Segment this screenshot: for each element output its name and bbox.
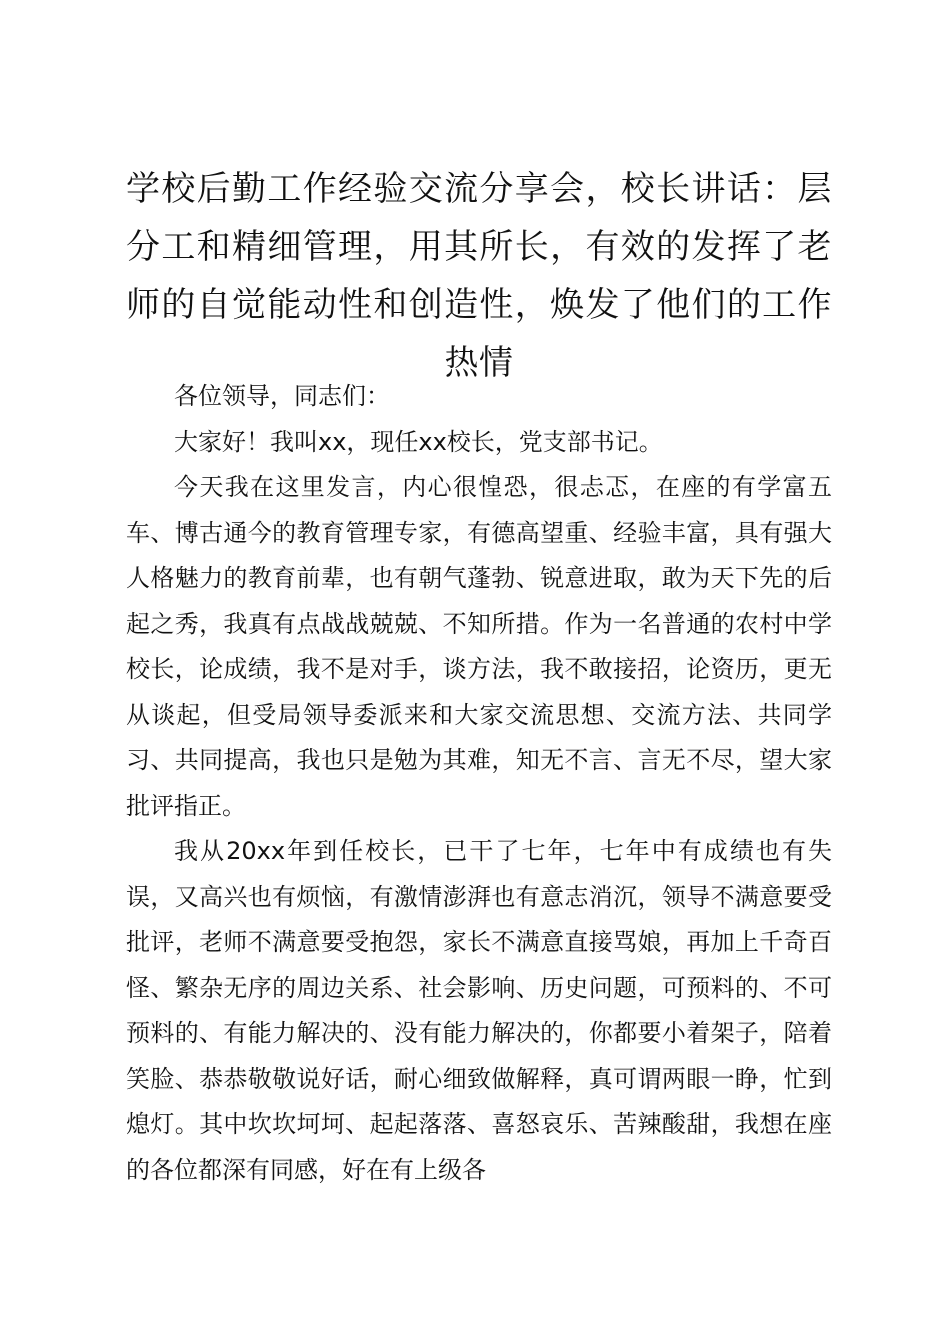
body-paragraph: 我从20xx年到任校长，已干了七年，七年中有成绩也有失误，又高兴也有烦恼，有激情澎湃也有意志消沉，领导不满意要受批评，老师不满意要受抱怨，家长不满意直接骂娘，再加上千奇百怪、繁杂无序的周边关系、社会影响、历史问题，可预料的、不可预料的、有能力解决的、没有能力解决的，你都要小着架子，陪着笑脸、恭恭敬敬说好话，耐心细致做解释，真可谓两眼一睁，忙到熄灯。其中坎坎坷坷、起起落落、喜怒哀乐、苦辣酸甜，我想在座的各位都深有同感，好在有上级各 xyxy=(126,837,832,1184)
document-title: 学校后勤工作经验交流分享会，校长讲话：层分工和精细管理，用其所长，有效的发挥了老师的自觉能动性和创造性，焕发了他们的工作热情 xyxy=(126,169,832,383)
greeting-paragraph: 各位领导，同志们： xyxy=(174,382,390,410)
introduction-paragraph: 大家好！我叫xx，现任xx校长，党支部书记。 xyxy=(174,427,663,456)
body-paragraph: 今天我在这里发言，内心很惶恐，很忐忑，在座的有学富五车、博古通今的教育管理专家，有德高望重、经验丰富，具有强大人格魅力的教育前辈，也有朝气蓬勃、锐意进取，敢为天下先的后起之秀，我真有点战战兢兢、不知所措。作为一名普通的农村中学校长，论成绩，我不是对手，谈方法，我不敢接招，论资历，更无从谈起，但受局领导委派来和大家交流思想、交流方法、共同学习、共同提高，我也只是勉为其难，知无不言、言无不尽，望大家批评指正。 xyxy=(126,473,832,820)
document-body xyxy=(126,374,832,1193)
